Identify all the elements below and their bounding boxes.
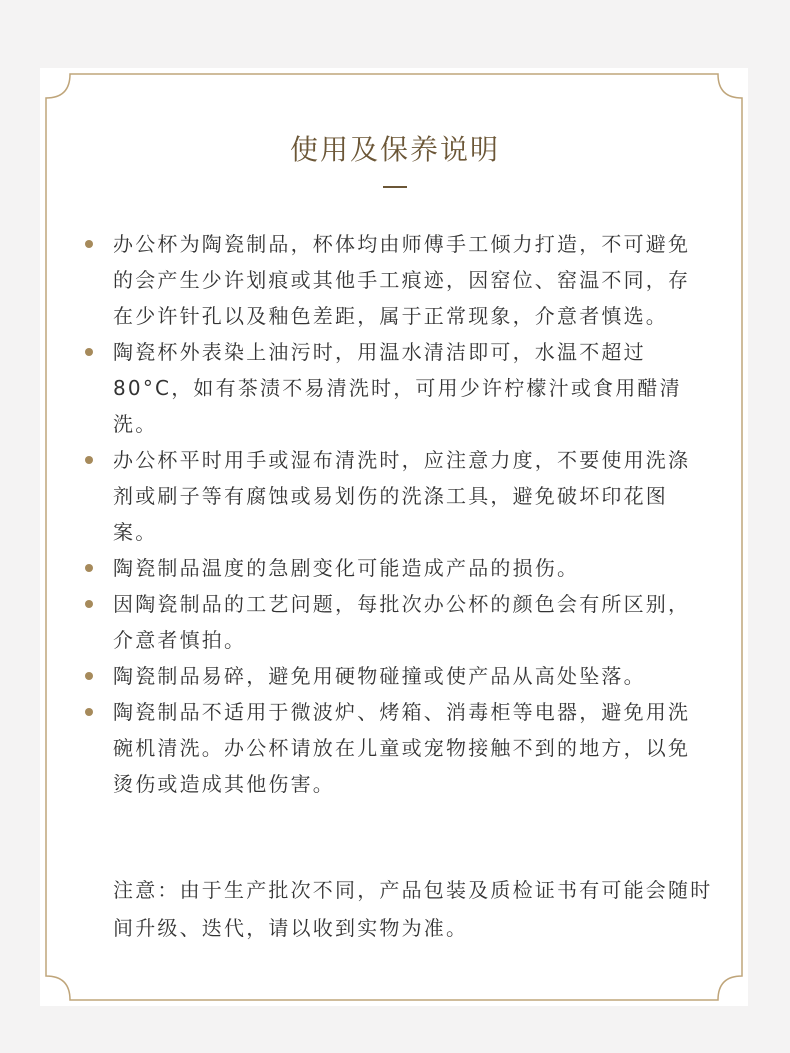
item-text: 因陶瓷制品的工艺问题，每批次办公杯的颜色会有所区别，介意者慎拍。: [113, 592, 691, 652]
item-text: 陶瓷制品温度的急剧变化可能造成产品的损伤。: [113, 556, 580, 580]
list-item: [82, 694, 712, 802]
item-text: 陶瓷制品不适用于微波炉、烤箱、消毒柜等电器，避免用洗碗机清洗。办公杯请放在儿童或宠物接触不到的地方，以免烫伤或造成其他伤害。: [113, 700, 691, 796]
list-item: [82, 550, 712, 586]
item-text: 办公杯平时用手或湿布清洗时，应注意力度，不要使用洗涤剂或刷子等有腐蚀或易划伤的洗涤工具，避免破坏印花图案。: [113, 448, 691, 544]
bullet-dot-icon: [85, 456, 93, 464]
list-item: [82, 226, 712, 334]
bullet-dot-icon: [85, 600, 93, 608]
list-item: [82, 442, 712, 550]
bullet-dot-icon: [85, 348, 93, 356]
item-text: 陶瓷制品易碎，避免用硬物碰撞或使产品从高处坠落。: [113, 664, 646, 688]
list-item: [82, 586, 712, 658]
instruction-list: [82, 226, 712, 802]
list-item: [82, 334, 712, 442]
bullet-dot-icon: [85, 564, 93, 572]
footer-note: 注意：由于生产批次不同，产品包装及质检证书有可能会随时间升级、迭代，请以收到实物为准。: [113, 878, 713, 940]
bullet-dot-icon: [85, 672, 93, 680]
page-title: 使用及保养说明: [289, 133, 500, 166]
item-text: 办公杯为陶瓷制品，杯体均由师傅手工倾力打造，不可避免的会产生少许划痕或其他手工痕迹，因窑位、窑温不同，存在少许针孔以及釉色差距，属于正常现象，介意者慎选。: [113, 232, 691, 328]
item-text: 陶瓷杯外表染上油污时，用温水清洁即可，水温不超过80°C，如有茶渍不易清洗时，可用少许柠檬汁或食用醋清洗。: [113, 340, 682, 436]
list-item: [82, 658, 712, 694]
title-underline: [383, 186, 407, 188]
bullet-dot-icon: [85, 240, 93, 248]
bullet-dot-icon: [85, 708, 93, 716]
